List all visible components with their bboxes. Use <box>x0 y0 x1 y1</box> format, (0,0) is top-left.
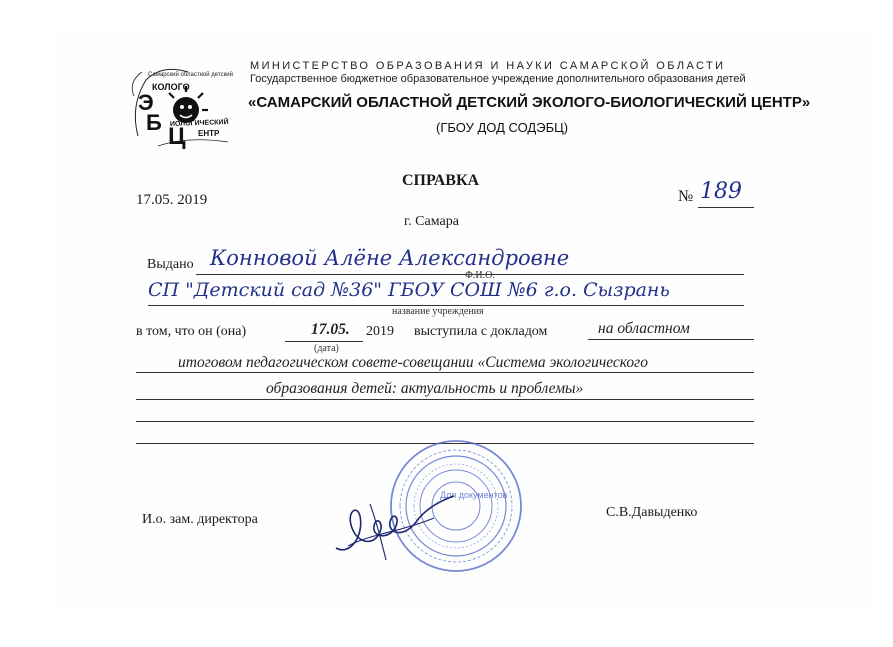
recipient-name: Конновой Алёне Александровне <box>210 246 570 270</box>
svg-text:ЕНТР: ЕНТР <box>198 129 220 138</box>
event-line-2: итоговом педагогическом совете-совещании «Система экологического <box>178 354 648 371</box>
svg-text:Самарский областной детский: Самарский областной детский <box>148 72 233 78</box>
event-line-2-underline <box>136 372 754 373</box>
action-label: выступила с докладом <box>414 324 548 339</box>
svg-text:Э: Э <box>138 90 154 115</box>
svg-text:Ц: Ц <box>168 123 186 150</box>
fio-label: Ф.И.О. <box>465 270 495 281</box>
signature <box>330 486 460 566</box>
svg-text:ИОЛОГИЧЕСКИЙ: ИОЛОГИЧЕСКИЙ <box>169 118 229 128</box>
issue-date: 17.05. 2019 <box>136 192 208 208</box>
organization-abbreviation: (ГБОУ ДОД СОДЭБЦ) <box>436 120 569 135</box>
number-underline <box>698 207 754 208</box>
event-line-1: на областном <box>598 320 690 337</box>
svg-text:Б: Б <box>146 110 162 135</box>
signer-position: И.о. зам. директора <box>142 512 258 527</box>
event-date-underline <box>285 341 363 342</box>
city: г. Самара <box>404 214 459 229</box>
event-line-3: образования детей: актуальность и проблемы» <box>266 380 584 397</box>
signer-name: С.В.Давыденко <box>606 505 698 520</box>
blank-line-1 <box>136 421 754 422</box>
document-number: 189 <box>700 179 742 204</box>
institution-type: Государственное бюджетное образовательное учреждение дополнительного образования детей <box>250 73 746 85</box>
ministry-name: МИНИСТЕРСТВО ОБРАЗОВАНИЯ И НАУКИ САМАРСКОЙ ОБЛАСТИ <box>250 60 726 72</box>
stamp-text: Для документов <box>440 490 508 500</box>
that-label: в том, что он (она) <box>136 324 247 339</box>
date-label: (дата) <box>314 343 339 354</box>
document-title: СПРАВКА <box>402 172 480 189</box>
institution-label: название учреждения <box>392 306 484 317</box>
institution-value: СП "Детский сад №36" ГБОУ СОШ №6 г.о. Сызрань <box>148 279 670 301</box>
organization-name: «САМАРСКИЙ ОБЛАСТНОЙ ДЕТСКИЙ ЭКОЛОГО-БИОЛОГИЧЕСКИЙ ЦЕНТР» <box>248 94 811 111</box>
issued-label: Выдано <box>147 257 194 272</box>
svg-text:КОЛОГО: КОЛОГО <box>152 82 190 92</box>
number-label: № <box>678 188 694 205</box>
eco-center-logo <box>128 66 240 150</box>
event-year: 2019 <box>366 324 394 339</box>
event-line-3-underline <box>136 399 754 400</box>
event-date: 17.05. <box>311 321 350 338</box>
event-line-1-underline <box>588 339 754 340</box>
